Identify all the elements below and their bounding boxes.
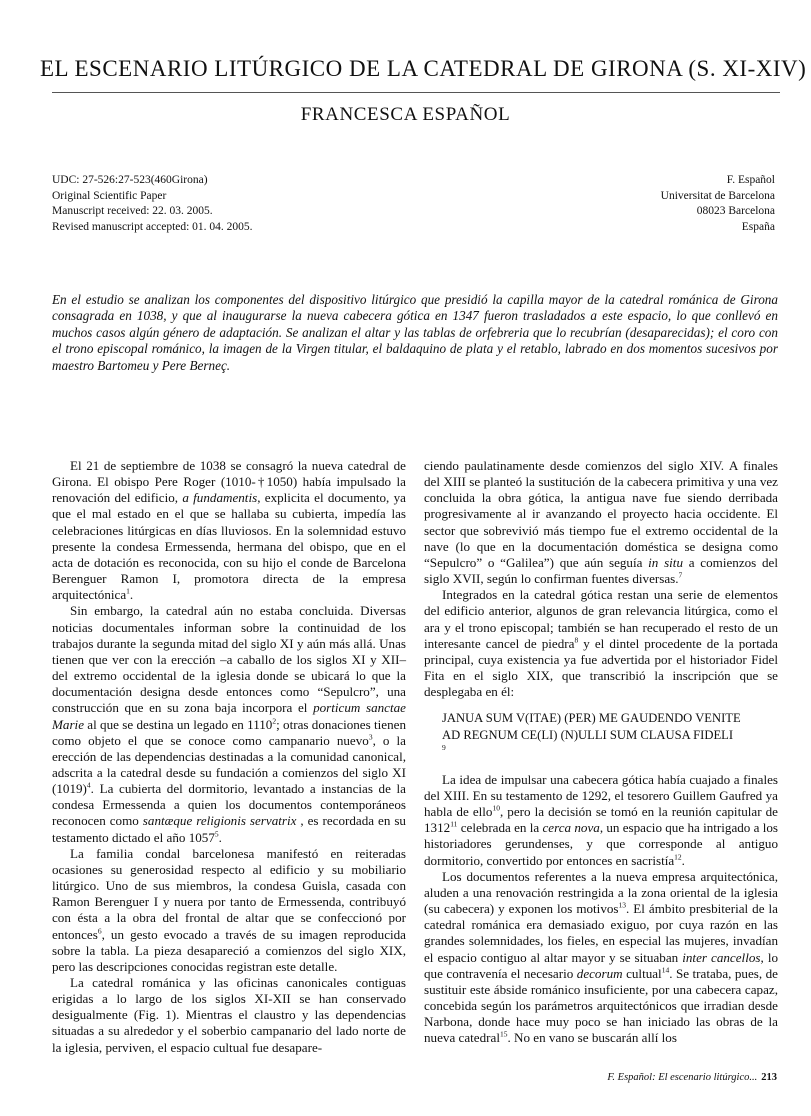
- footnote-ref[interactable]: 14: [661, 965, 670, 975]
- inscription-line-1: JANUA SUM V(ITAE) (PER) ME GAUDENDO VENITE: [442, 711, 741, 726]
- paragraph-5: ciendo paulatinamente desde comienzos del siglo XIV. A finales del XIII se planteó la sustitución de la cabecera primitiva y una vez concluida la obra gótica, la antigua nave fue siendo derribada progresivamente al ir avanzando el proyecto hacia occidente. El sector que sobrevivió más tiempo fue el extremo occidental de la nave (lo que en la documentación doméstica se designa como “Sepulcro” o “Galilea”) que aún seguía in situ a comienzos del siglo XVII, según lo confirman fuentes diversas.$^7$: [424, 458, 778, 587]
- page-number: 213: [761, 1072, 777, 1083]
- received-line: Manuscript received: 22. 03. 2005.: [52, 205, 213, 217]
- body-column-left: [52, 458, 406, 1056]
- footnote-ref[interactable]: 12: [674, 852, 682, 862]
- paragraph-7: La idea de impulsar una cabecera gótica había cuajado a finales del XIII. En su testamento de 1292, el tesorero Guillem Gaufred ya habla de ello$^{10}$, pero la decisión se tomó en la reunión capitular de 1312$^{11}$ celebrada en la cerca nova, un espacio que ha intrigado a los historiadores gerundenses, y que corresponde al antiguo dormitorio, convertido por entonces en sacristía$^{12}$.: [424, 771, 778, 868]
- footnote-ref[interactable]: 11: [450, 819, 458, 829]
- footnote-ref[interactable]: 7: [678, 570, 683, 580]
- footnote-ref[interactable]: 15: [499, 1029, 508, 1039]
- paragraph-6: Integrados en la catedral gótica restan una serie de elementos del edificio anterior, algunos de gran relevancia litúrgica, como el ara y el trono episcopal; también se han recuperado el resto de un interesante cancel de piedra$^8$ y el dintel procedente de la portada principal, cuya existencia ya fue advertida por el historiador Fidel Fita en el siglo XIX, que transcribió la inscripción que se desplegaba en él:: [424, 587, 778, 700]
- article-title: EL ESCENARIO LITÚRGICO DE LA CATEDRAL DE GIRONA (S. XI-XIV): [40, 56, 807, 81]
- inscription-quote: [424, 710, 778, 760]
- footnote-ref[interactable]: 13: [618, 900, 627, 910]
- footnote-ref[interactable]: 3: [368, 732, 373, 742]
- udc-line: UDC: 27-526:27-523(460Girona): [52, 174, 208, 186]
- footnote-ref[interactable]: 4: [86, 780, 91, 790]
- footnote-ref[interactable]: 6: [97, 926, 102, 936]
- body-column-right: [424, 458, 778, 1047]
- classification-block: [52, 173, 392, 235]
- footnote-ref[interactable]: 10: [492, 803, 500, 813]
- author-affiliation-block: [475, 173, 775, 235]
- title-rule: [52, 92, 780, 93]
- abstract: En el estudio se analizan los componentes del dispositivo litúrgico que presidió la capilla mayor de la catedral románica de Girona consagrada en 1038, y que al inaugurarse la nueva cabecera gótica en 1347 fueron trasladados a este espacio, lo que conllevó en muchos casos algún género de adaptación. Se analizan el altar y las tablas de orfebreria que lo recubrían (desaparecidas); el coro con el trono episcopal románico, la imagen de la Virgen titular, el baldaquino de plata y el retablo, labrado en dos momentos sucesivos por maestro Bartomeu y Pere Berneç.: [52, 292, 778, 373]
- affiliation-university: Universitat de Barcelona: [660, 189, 775, 202]
- paragraph-2: Sin embargo, la catedral aún no estaba concluida. Diversas noticias documentales informan sobre la continuidad de los trabajos durante la segunda mitad del siglo XI y aún más allá. Unas tienen que ver con la erección –a caballo de los siglos XI y XII– del extremo occidental de la iglesia donde se ubicará lo que la documentación designa desde entonces como “Sepulcro”, una construcción que en su zona baja incorpora el porticum sanctae Marie al que se destina un legado en 1110$^2$; otras donaciones tienen como objeto el que se conoce como campanario nuevo$^3$, o la erección de las dependencias destinadas a la comunidad canonical, adscrita a la catedral desde su fundación a comienzos del siglo XI $(1019)^4$. La cubierta del dormitorio, levantado a instancias de la condesa Ermessenda a quien los documentos contemporáneos reconocen como santæque religionis servatrix , es recordada en su testamento dictado el año 1057$^5$.: [52, 603, 407, 845]
- accepted-line: Revised manuscript accepted: 01. 04. 2005.: [52, 220, 253, 233]
- paragraph-1: El 21 de septiembre de 1038 se consagró la nueva catedral de Girona. El obispo Pere Roger (1010-†1050) había impulsado la renovación del edificio, a fundamentis, explicita el documento, ya que el mal estado en el que se hallaba su cubierta, impedía las celebraciones litúrgicas en días lluviosos. En la solemnidad estuvo presente la condesa Ermessenda, hermana del obispo, que en el acta de dotación es reconocida, con su hijo el conde de Barcelona Berenguer Ramon I, promotora directa de la empresa arquitectónica$^1$.: [52, 458, 406, 603]
- inscription-line-2: AD REGNUM CE(LI) (N)ULLI SUM CLAUSA FIDELI $^9$: [442, 727, 734, 753]
- running-head: F. Español: El escenario litúrgico...: [607, 1072, 758, 1083]
- affiliation-country: España: [741, 220, 775, 233]
- article-author: FRANCESCA ESPAÑOL: [300, 104, 511, 125]
- paragraph-3: La familia condal barcelonesa manifestó en reiteradas ocasiones su generosidad respecto al edificio y su mobiliario litúrgico. Uno de sus miembros, la condesa Guisla, casada con Ramon Berenguer I y nuera por tanto de Ermessenda, contribuyó con ésta a la obra del frontal de altar que se confeccionó por entonces$^6$, un gesto evocado a través de su imagen reproducida sobre la tabla. La pieza desapareció a comienzos del siglo XIX, pero las descripciones conocidas registran este detalle.: [52, 845, 406, 974]
- paragraph-8: Los documentos referentes a la nueva empresa arquitectónica, aluden a una renovación restringida a la zona oriental de la iglesia (su cabecera) y exponen los motivos$^{13}$. El ámbito presbiterial de la catedral románica era demasiado exiguo, por cuya razón en las grandes solemnidades, los fieles, en especial las mujeres, invadían el espacio contiguo al altar mayor y se situaban inter cancellos, lo que contravenía el necesario decorum cultual$^{14}$. Se trataba, pues, de sustituir este ábside románico insuficiente, por una cabecera capaz, concebida según los parámetros arquitectónicos que irradian desde Narbona, donde hace muy poco se han iniciado las obras de la nueva catedral$^{15}$. No en vano se buscarán allí los: [424, 868, 779, 1046]
- footnote-ref[interactable]: 5: [214, 829, 219, 839]
- affiliation-name: F. Español: [726, 174, 775, 186]
- footnote-ref[interactable]: 9: [442, 743, 446, 753]
- page-footer: [607, 1072, 777, 1083]
- footnote-ref[interactable]: 1: [126, 586, 130, 596]
- affiliation-city: 08023 Barcelona: [696, 205, 775, 217]
- paragraph-4: La catedral románica y las oficinas canonicales contiguas erigidas a lo largo de los siglos XI-XII se han conservado desigualmente (Fig. 1). Mientras el claustro y las dependencias situadas a su alrededor y el soberbio campanario del lado norte de la iglesia, perviven, el espacio cultual fue desapare-: [52, 975, 406, 1055]
- paper-type-line: Original Scientific Paper: [52, 189, 167, 202]
- footnote-ref[interactable]: 8: [574, 635, 579, 645]
- footnote-ref[interactable]: 2: [272, 716, 277, 726]
